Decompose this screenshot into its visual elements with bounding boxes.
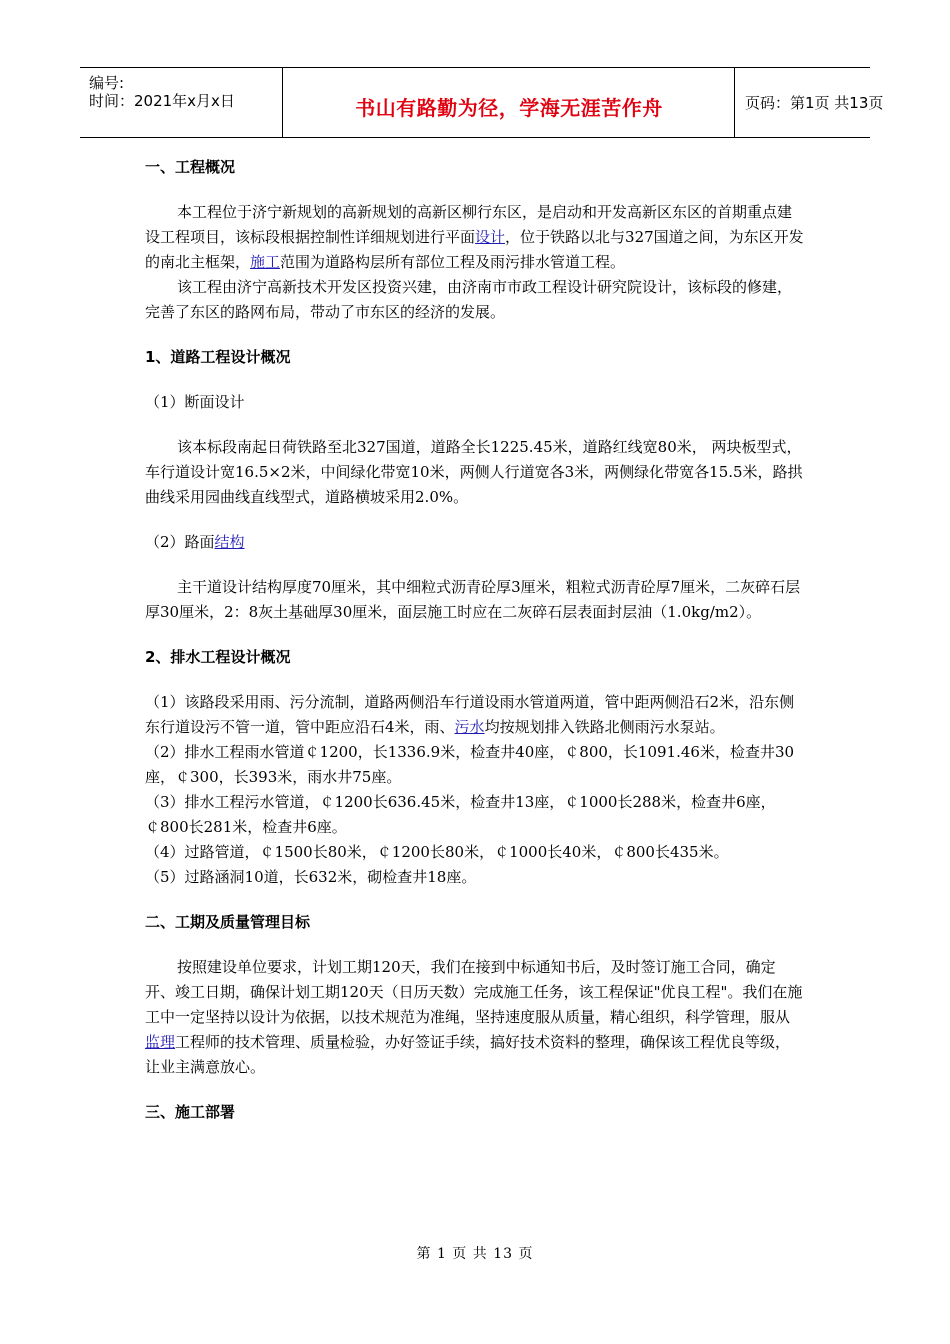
road-paragraph-section: 该本标段南起日荷铁路至北327国道，道路全长1225.45米，道路红线宽80米， 两块板型式，车行道设计宽16.5×2米，中间绿化带宽10米，两侧人行道宽各3米，两侧绿化带宽各15.5米，路拱曲线采用园曲线直线型式，道路横坡采用2.0%。: [145, 438, 803, 506]
schedule-quality-paragraph: 按照建设单位要求，计划工期120天，我们在接到中标通知书后，及时签订施工合同，确定开、竣工日期，确保计划工期120天（日历天数）完成施工任务，该工程保证"优良工程"。我们在施工中一定坚持以设计为依据，以技术规范为准绳，坚持速度服从质量，精心组织，科学管理，服从监理工程师的技术管理、质量检验，办好签证手续，搞好技术资料的整理，确保该工程优良等级，让业主满意放心。: [145, 958, 803, 1076]
road-subheading-section: （1）断面设计: [145, 393, 245, 411]
document-number-label: 编号:: [89, 74, 125, 92]
page-header: [80, 67, 884, 138]
page-footer: 第 1 页 共 13 页: [416, 1246, 534, 1262]
drainage-item-5: （5）过路涵洞10道，长632米，砌检查井18座。: [145, 868, 477, 886]
section-heading-road: 1、道路工程设计概况: [145, 348, 291, 366]
link-construction[interactable]: 施工: [250, 253, 281, 271]
overview-paragraph-2: 该工程由济宁高新技术开发区投资兴建，由济南市市政工程设计研究院设计，该标段的修建，完善了东区的路网布局，带动了市东区的经济的发展。: [145, 278, 793, 321]
header-page-cell: [735, 68, 884, 137]
drainage-item-1: （1）该路段采用雨、污分流制，道路两侧沿车行道设雨水管道两道，管中距两侧沿石2米，沿东侧东行道设污不管一道，管中距应沿石4米，雨、污水均按规划排入铁路北侧雨污水泵站。: [145, 693, 795, 736]
document-date-label: 时间：2021年x月x日: [89, 92, 235, 110]
drainage-item-4: （4）过路管道，￠1500长80米，￠1200长80米，￠1000长40米，￠800长435米。: [145, 843, 729, 861]
section-heading-overview: 一、工程概况: [145, 158, 236, 176]
section-heading-deployment: 三、施工部署: [145, 1103, 236, 1121]
road-paragraph-structure: 主干道设计结构厚度70厘米，其中细粒式沥青砼厚3厘米，粗粒式沥青砼厚7厘米，二灰碎石层厚30厘米，2：8灰土基础厚30厘米，面层施工时应在二灰碎石层表面封层油（1.0kg/m2）。: [145, 578, 801, 621]
section-heading-schedule-quality: 二、工期及质量管理目标: [145, 913, 311, 931]
section-heading-drainage: 2、排水工程设计概况: [145, 648, 291, 666]
header-page-number: 页码：第1页 共13页: [745, 94, 884, 112]
link-sewage[interactable]: 污水: [454, 718, 485, 736]
link-structure[interactable]: 结构: [214, 533, 245, 551]
header-meta-cell: [80, 68, 283, 137]
document-body: [145, 155, 805, 1125]
drainage-item-2: （2）排水工程雨水管道￠1200，长1336.9米，检查井40座，￠800，长1091.46米，检查井30座，￠300，长393米，雨水井75座。: [145, 743, 795, 786]
drainage-item-3: （3）排水工程污水管道，￠1200长636.45米，检查井13座，￠1000长288米，检查井6座，￠800长281米，检查井6座。: [145, 793, 776, 836]
header-motto: 书山有路勤为径，学海无涯苦作舟: [355, 96, 663, 120]
road-subheading-structure: （2）路面结构: [145, 533, 245, 551]
link-design[interactable]: 设计: [475, 228, 506, 246]
header-motto-cell: [283, 68, 735, 137]
link-supervision[interactable]: 监理: [145, 1033, 176, 1051]
overview-paragraph-1: 本工程位于济宁新规划的高新规划的高新区柳行东区，是启动和开发高新区东区的首期重点建设工程项目，该标段根据控制性详细规划进行平面设计，位于铁路以北与327国道之间，为东区开发的南北主框架，施工范围为道路构层所有部位工程及雨污排水管道工程。: [145, 203, 804, 271]
